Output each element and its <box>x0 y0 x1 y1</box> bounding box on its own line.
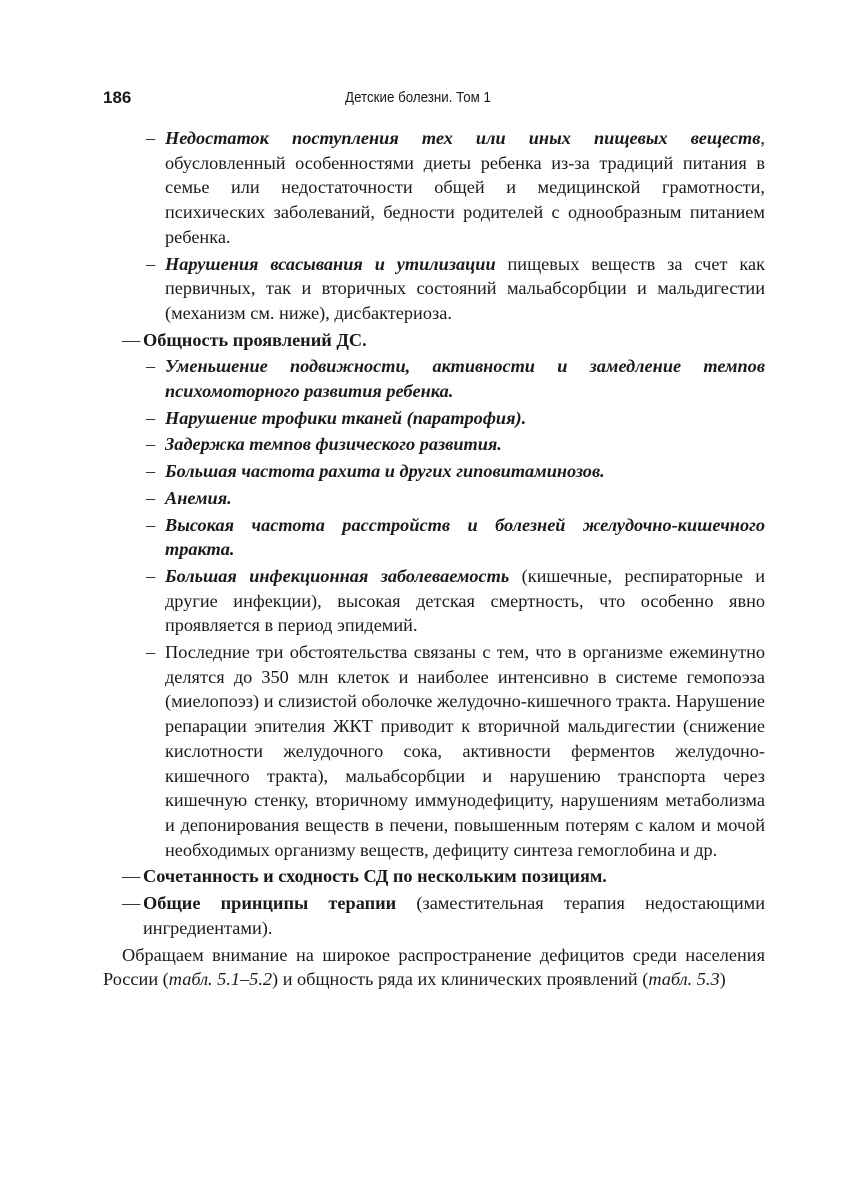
list-item <box>103 354 765 403</box>
dash-marker: – <box>146 253 156 274</box>
item-lead: Нарушение трофики тканей (паратрофия). <box>165 407 527 428</box>
item-text: Последние три обстоятельства связаны с тем, что в организме ежеминутно делятся до 350 млн клеток и наиболее интенсивно в системе гемопоэза (миелопоэз) и слизистой оболочке желудочно-кишечного тракта. Нарушение репарации эпителия ЖКТ приводит к вторичной мальдигестии (снижение кислотности желудочного сока, активности ферментов желудочно-кишечного тракта), мальабсорбции и нарушению транспорта через кишечную стенку, вторичному иммунодефициту, нарушениям метаболизма и депонирования веществ в печени, повышенным потерям с калом и мочой необходимых организму веществ, дефициту синтеза гемоглобина и др. <box>165 642 765 860</box>
dash-marker: — <box>122 329 141 350</box>
table-reference: табл. 5.1–5.2 <box>168 969 273 990</box>
list-item <box>103 328 765 353</box>
item-lead: Уменьшение подвижности, активности и замедление темпов психомоторного развития ребенка. <box>165 356 765 402</box>
dash-marker: — <box>122 866 141 887</box>
dash-marker: – <box>146 356 156 377</box>
list-item <box>103 486 765 511</box>
item-lead: Задержка темпов физического развития. <box>165 434 502 455</box>
closing-text: Обращаем внимание на широкое распространение дефицитов среди населения России ( <box>103 944 765 990</box>
page-header <box>103 88 733 112</box>
item-lead: Анемия. <box>165 487 232 508</box>
item-lead: Нарушения всасывания и утилизации <box>165 253 496 274</box>
item-lead: Недостаток поступления тех или иных пищевых веществ <box>165 128 761 148</box>
dash-marker: – <box>146 642 156 663</box>
closing-text: ) <box>719 969 726 990</box>
dash-marker: – <box>146 434 156 455</box>
item-text: (заместительная терапия недостающими ингредиентами). <box>143 893 766 938</box>
closing-paragraph <box>103 943 765 992</box>
table-reference: табл. 5.3 <box>648 969 720 990</box>
list-item <box>103 432 765 457</box>
list-item <box>103 252 765 326</box>
list-item <box>103 406 765 431</box>
item-lead: Общие принципы терапии <box>143 893 397 914</box>
list-item <box>103 640 765 862</box>
list-item <box>103 891 765 940</box>
item-lead: Большая инфекционная заболеваемость <box>165 565 510 586</box>
list-item <box>103 864 765 889</box>
item-text: , обусловленный особенностями диеты ребенка из-за традиций питания в семье или недостаточности общей и медицинской грамотности, психических заболеваний, бедности родителей с однообразным питанием ребенка. <box>165 128 765 247</box>
item-lead: Высокая частота расстройств и болезней желудочно-кишечного тракта. <box>165 514 765 560</box>
item-lead: Большая частота рахита и других гиповитаминозов. <box>165 461 605 482</box>
dash-marker: – <box>146 461 156 482</box>
list-item <box>103 459 765 484</box>
item-lead: Общность проявлений ДС. <box>143 329 367 350</box>
item-text: пищевых веществ за счет как первичных, так и вторичных состояний мальабсорбции и мальдигестии (механизм см. ниже), дисбактериоза. <box>165 253 765 323</box>
item-lead: Сочетанность и сходность СД по нескольким позициям. <box>143 866 607 887</box>
dash-marker: – <box>146 487 156 508</box>
body-text <box>103 126 765 992</box>
closing-text: ) и общность ряда их клинических проявлений ( <box>272 969 649 990</box>
running-title: Детские болезни. Том 1 <box>345 90 491 106</box>
list-item <box>103 513 765 562</box>
dash-marker: – <box>146 128 156 148</box>
dash-marker: – <box>146 514 156 535</box>
dash-marker: — <box>122 893 141 914</box>
list-item <box>103 126 765 250</box>
dash-marker: – <box>146 565 156 586</box>
list-item <box>103 564 765 638</box>
page-number: 186 <box>103 88 132 107</box>
dash-marker: – <box>146 407 156 428</box>
item-text: (кишечные, респираторные и другие инфекции), высокая детская смертность, что особенно явно проявляется в период эпидемий. <box>165 565 766 636</box>
